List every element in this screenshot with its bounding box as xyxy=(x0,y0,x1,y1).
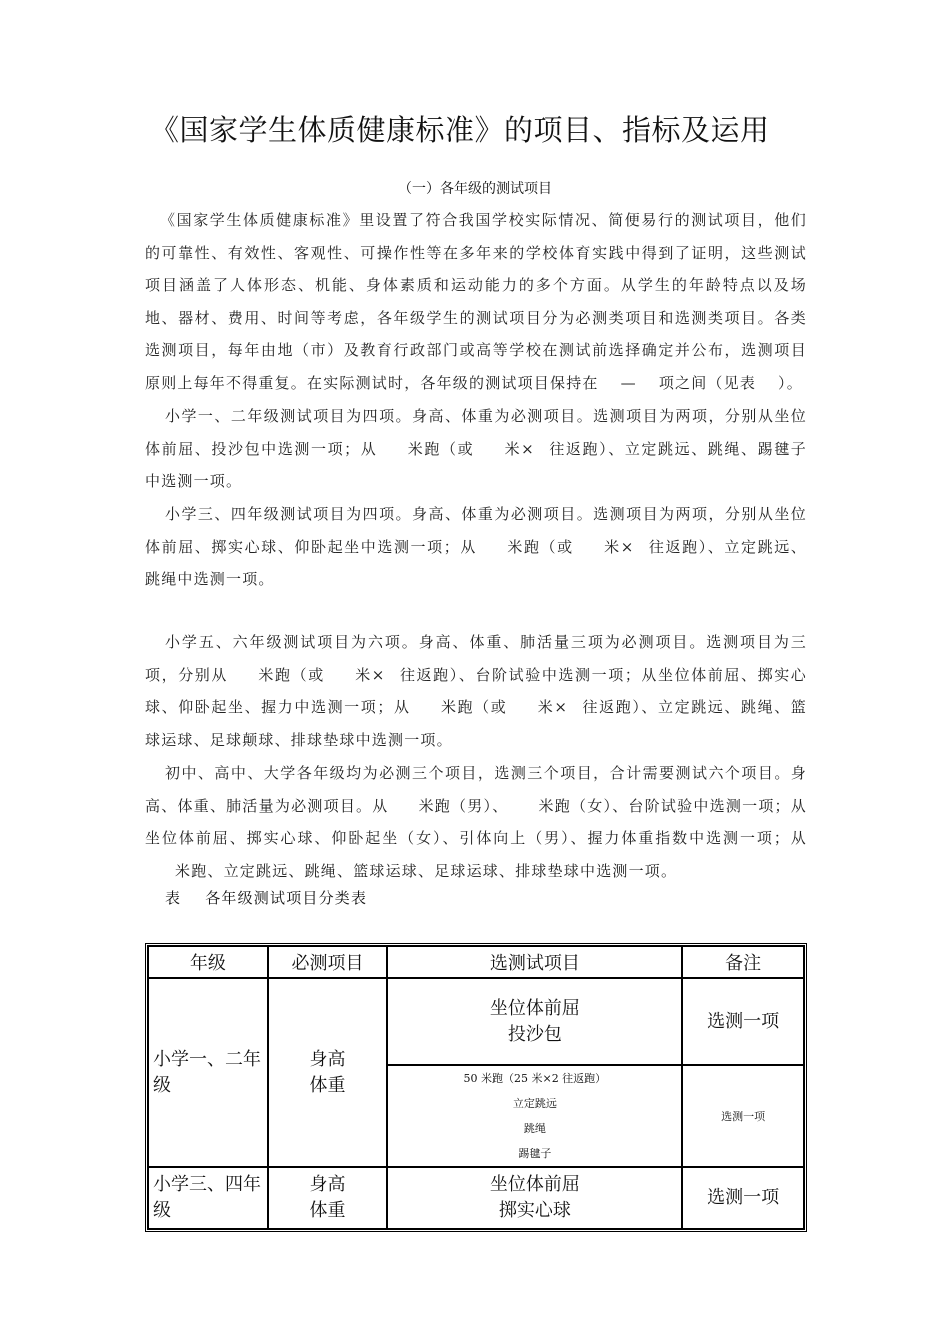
optional-item: 坐位体前屈 xyxy=(489,997,580,1019)
note-cell: 选测一项 xyxy=(682,1167,804,1229)
paragraph-grade-3-4 xyxy=(145,498,807,596)
note-cell: 选测一项 xyxy=(682,978,804,1065)
table-caption xyxy=(165,887,367,908)
paragraph-intro-dash: — xyxy=(620,373,637,392)
paragraph-secondary xyxy=(145,757,807,887)
grade-cell: 小学一、二年级 xyxy=(148,978,268,1167)
optional-item: 投沙包 xyxy=(507,1023,562,1045)
table-row xyxy=(148,1167,804,1229)
grade-test-table xyxy=(145,943,807,1232)
header-required: 必测项目 xyxy=(268,946,388,978)
p2-part-b: 米跑（或 xyxy=(407,439,475,458)
optional-item: 50 米跑（25 米×2 往返跑） xyxy=(463,1072,607,1085)
optional-item: 掷实心球 xyxy=(498,1200,571,1221)
optional-item: 立定跳远 xyxy=(512,1097,557,1110)
p3-part-a: 小学三、四年级测试项目为四项。身高、体重为必测项目。选测项目为两项，分别从坐位体前屈、掷实心球、仰卧起坐中选测一项；从 xyxy=(145,505,807,556)
optional-cell xyxy=(387,978,682,1065)
required-item: 身高 xyxy=(309,1048,346,1070)
p2-part-d: 往返跑）、立定跳远、跳绳、踢毽子中选测一项。 xyxy=(145,439,807,490)
p5-part-d: 米跑、立定跳远、跳绳、篮球运球、足球运球、排球垫球中选测一项。 xyxy=(175,861,678,880)
note-cell: 选测一项 xyxy=(682,1065,804,1167)
paragraph-grade-1-2 xyxy=(145,400,807,498)
required-cell xyxy=(268,1167,388,1229)
p3-part-c: 米× xyxy=(603,537,635,556)
paragraph-intro-text: 《国家学生体质健康标准》里设置了符合我国学校实际情况、简便易行的测试项目，他们的可靠性、有效性、客观性、可操作性等在多年来的学校体育实践中得到了证明，这些测试项目涵盖了人体形态、机能、身体素质和运动能力的多个方面。从学生的年龄特点以及场地、器材、费用、时间等考虑，各年级学生的测试项目分为必测类项目和选测类项目。各类选测项目，每年由地（市）及教育行政部门或高等学校在测试前选择确定并公布，选测项目原则上每年不得重复。在实际测试时，各年级的测试项目保持在 xyxy=(145,211,807,392)
header-optional: 选测试项目 xyxy=(387,946,682,978)
p5-part-b: 米跑（男）、 xyxy=(418,796,509,815)
required-item: 身高 xyxy=(309,1174,346,1195)
table-caption-label: 表 xyxy=(165,889,182,907)
optional-item: 跳绳 xyxy=(523,1122,546,1135)
required-item: 体重 xyxy=(309,1074,346,1096)
paragraph-intro-range: 项之间（见表 xyxy=(658,373,757,392)
paragraph-intro xyxy=(145,204,807,399)
paragraph-intro-end: ）。 xyxy=(778,373,803,392)
optional-item: 坐位体前屈 xyxy=(489,1174,580,1195)
p3-part-d: 往返跑）、立定跳远、跳绳中选测一项。 xyxy=(145,537,807,588)
p5-part-c: 米跑（女）、台阶试验中选测一项；从坐位体前屈、掷实心球、仰卧起坐（女）、引体向上（男）、握力体重指数中选测一项；从 xyxy=(145,796,807,847)
p4-part-e: 米跑（或 xyxy=(440,698,508,716)
p4-part-d: 往返跑）、台阶试验中选测一项；从坐位体前屈、掷实心球、仰卧起坐、握力中选测一项；从 xyxy=(145,665,807,716)
optional-item: 踢毽子 xyxy=(518,1147,552,1160)
optional-cell xyxy=(387,1167,682,1229)
p4-part-g: 往返跑）、立定跳远、跳绳、篮球运球、足球颠球、排球垫球中选测一项。 xyxy=(145,698,807,749)
p2-part-a: 小学一、二年级测试项目为四项。身高、体重为必测项目。选测项目为两项，分别从坐位体前屈、投沙包中选测一项；从 xyxy=(145,407,807,458)
p4-part-c: 米× xyxy=(354,665,386,684)
table-row xyxy=(148,978,804,1065)
section-heading: （一）各年级的测试项目 xyxy=(398,181,552,197)
paragraph-grade-5-6 xyxy=(145,626,807,756)
header-note: 备注 xyxy=(682,946,804,978)
required-item: 体重 xyxy=(309,1200,346,1221)
p5-part-a: 初中、高中、大学各年级均为必测三个项目，选测三个项目，合计需要测试六个项目。身高、体重、肺活量为必测项目。从 xyxy=(145,764,807,815)
table-caption-title: 各年级测试项目分类表 xyxy=(205,889,368,907)
p4-part-f: 米× xyxy=(537,698,569,716)
p3-part-b: 米跑（或 xyxy=(506,537,574,556)
p2-part-c: 米× xyxy=(504,439,535,458)
required-cell xyxy=(268,978,388,1167)
table-header-row xyxy=(148,946,804,978)
header-grade: 年级 xyxy=(148,946,268,978)
p4-part-b: 米跑（或 xyxy=(258,665,325,684)
optional-cell xyxy=(387,1065,682,1167)
grade-cell: 小学三、四年级 xyxy=(148,1167,268,1229)
page-title: 《国家学生体质健康标准》的项目、指标及运用 xyxy=(150,113,770,147)
p4-part-a: 小学五、六年级测试项目为六项。身高、体重、肺活量三项为必测项目。选测项目为三项，分别从 xyxy=(145,633,807,684)
